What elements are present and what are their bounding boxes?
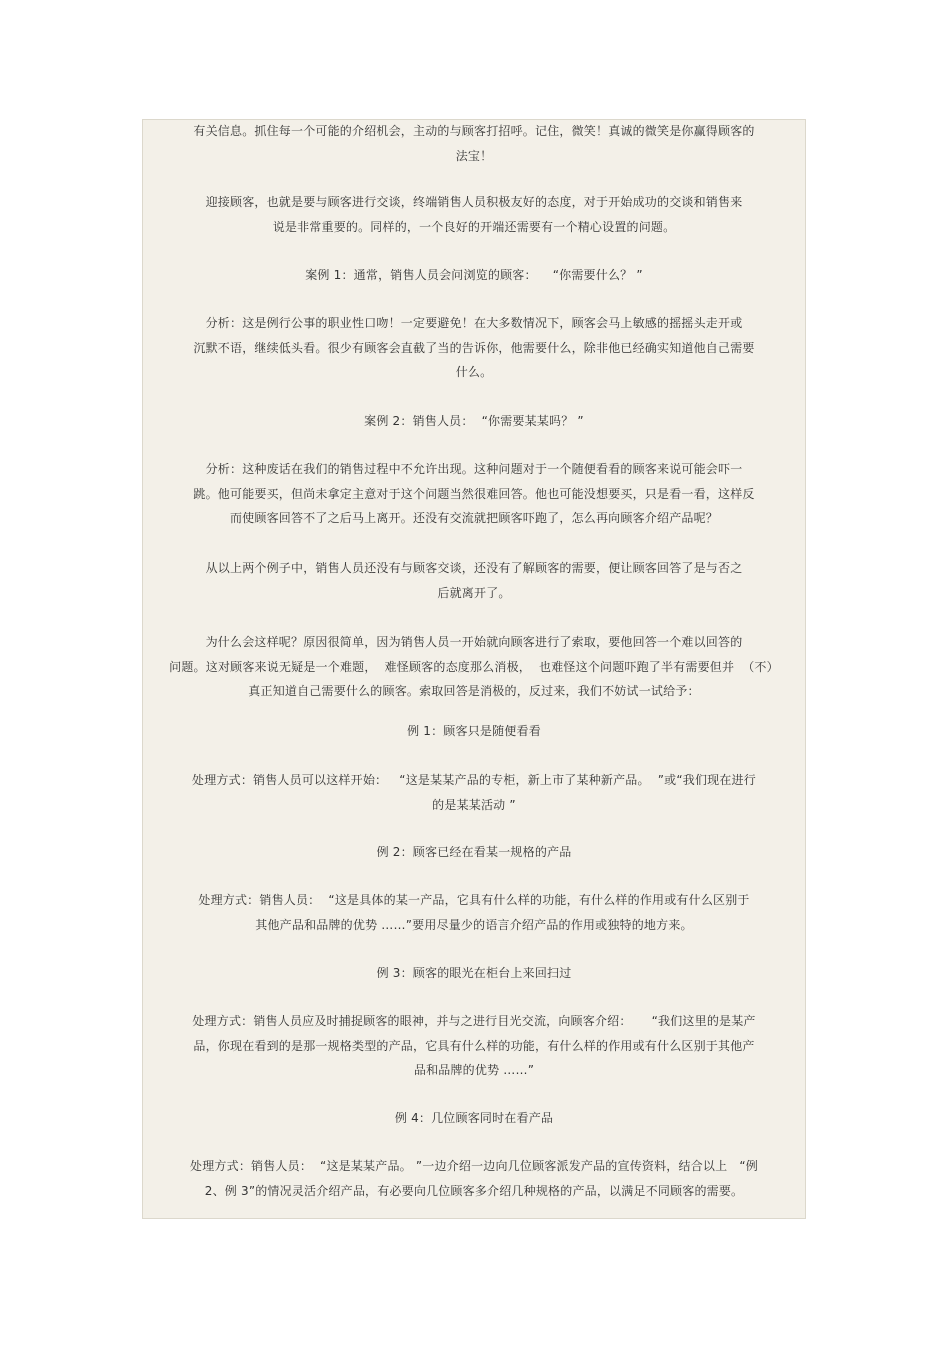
text-line: 的是某某活动 ” [432,797,516,812]
text-line: 而使顾客回答不了之后马上离开。还没有交流就把顾客吓跑了，怎么再向顾客介绍产品呢？ [229,511,718,525]
paragraph [142,409,806,434]
paragraph [142,457,806,531]
paragraph [142,311,806,385]
paragraph [142,119,806,168]
text-line: 例 3：顾客的眼光在柜台上来回扫过 [376,966,572,980]
text-line: 处理方式：销售人员应及时捕捉顾客的眼神，并与之进行目光交流，向顾客介绍： “我们这里的是某产 [192,1014,756,1028]
text-line: 从以上两个例子中，销售人员还没有与顾客交谈，还没有了解顾客的需要，便让顾客回答了是与否之 [205,561,743,575]
paragraph [142,1106,806,1131]
text-line: 处理方式：销售人员： “这是具体的某一产品，它具有什么样的功能，有什么样的作用或有什么区别于 [198,893,750,907]
text-line: 品，你现在看到的是那一规格类型的产品，它具有什么样的功能，有什么样的作用或有什么区别于其他产 [193,1038,755,1053]
paragraph [142,263,806,288]
paragraph [142,719,806,744]
text-line: 分析：这种废话在我们的销售过程中不允许出现。这种问题对于一个随便看看的顾客来说可能会吓一 [205,462,743,476]
text-line: 案例 2：销售人员： “你需要某某吗？ ” [364,414,584,428]
text-line: 品和品牌的优势 ……” [413,1063,535,1077]
text-line: 例 4：几位顾客同时在看产品 [394,1111,554,1125]
text-line: 为什么会这样呢？原因很简单，因为销售人员一开始就向顾客进行了索取，要他回答一个难以回答的 [205,635,743,649]
text-line: 例 1：顾客只是随便看看 [407,724,541,738]
paragraph [142,961,806,986]
text-line: 处理方式：销售人员可以这样开始： “这是某某产品的专柜，新上市了某种新产品。 ”或“我们现在进行 [192,773,756,787]
text-line: 有关信息。抓住每一个可能的介绍机会，主动的与顾客打招呼。记住，微笑！真诚的微笑是你赢得顾客的 [193,124,755,138]
paragraph [142,1009,806,1083]
text-line: 沉默不语，继续低头看。很少有顾客会直截了当的告诉你，他需要什么，除非他已经确实知道他自己需要 [193,340,755,355]
text-line: 什么。 [455,365,493,379]
paragraph [142,768,806,817]
paragraph [142,840,806,865]
text-line: 迎接顾客，也就是要与顾客进行交谈，终端销售人员积极友好的态度，对于开始成功的交谈和销售来 [205,195,743,209]
text-line: 2、例 3”的情况灵活介绍产品，有必要向几位顾客多介绍几种规格的产品，以满足不同顾客的需要。 [204,1183,744,1198]
text-line: 真正知道自己需要什么的顾客。索取回答是消极的，反过来，我们不妨试一试给予： [248,684,700,698]
text-line: 跳。他可能要买，但尚未拿定主意对于这个问题当然很难回答。他也可能没想要买，只是看一看，这样反 [193,486,755,501]
text-line: 例 2：顾客已经在看某一规格的产品 [376,845,572,859]
text-line: 后就离开了。 [437,585,511,600]
paragraph [142,630,806,704]
paragraph [142,190,806,239]
paragraph [142,556,806,605]
paragraph [142,1154,806,1203]
text-line: 说是非常重要的。同样的，一个良好的开端还需要有一个精心设置的问题。 [272,219,676,234]
text-line: 法宝！ [455,148,493,163]
text-line: 案例 1：通常，销售人员会问浏览的顾客： “你需要什么？ ” [305,268,643,282]
text-line: 分析：这是例行公事的职业性口吻！一定要避免！在大多数情况下，顾客会马上敏感的摇摇头走开或 [205,316,743,330]
text-line: 其他产品和品牌的优势 ……”要用尽量少的语言介绍产品的作用或独特的地方来。 [255,917,693,932]
text-line: 问题。这对顾客来说无疑是一个难题， 难怪顾客的态度那么消极， 也难怪这个问题吓跑了半有需要但并 （不） [169,659,779,674]
text-line: 处理方式：销售人员： “这是某某产品。 ”一边介绍一边向几位顾客派发产品的宣传资料，结合以上 “例 [190,1159,758,1173]
paragraph [142,888,806,937]
